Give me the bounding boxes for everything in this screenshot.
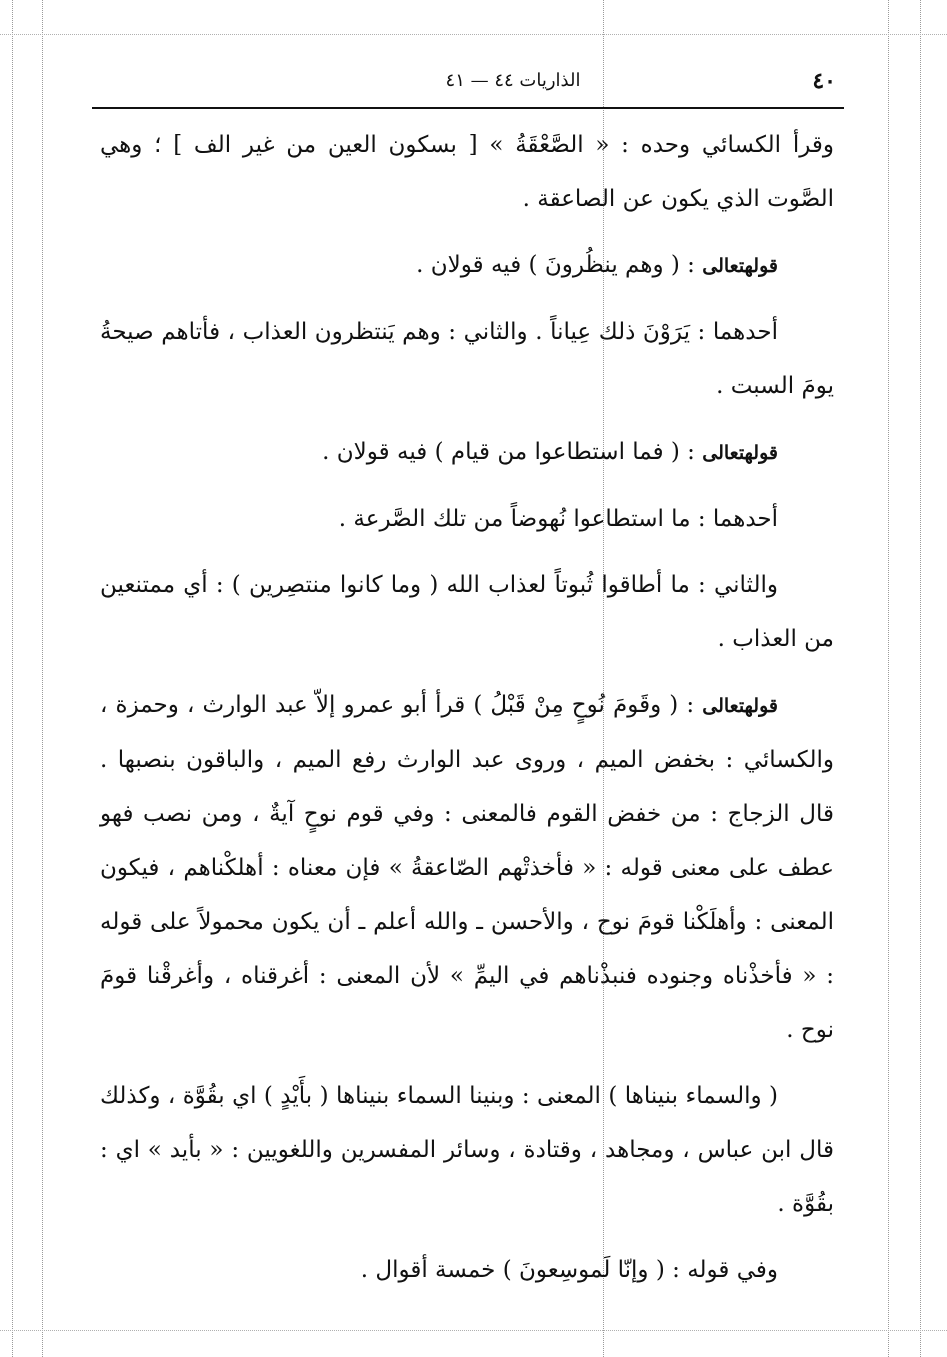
paragraph-text: أحدهما : ما استطاعوا نُهوضاً من تلك الصَّرعة . (338, 506, 778, 532)
paragraph (100, 1243, 834, 1297)
scan-guide-line (0, 1330, 947, 1331)
verse-label: قولهتعالى (702, 255, 778, 277)
page-number: ٤٠ (812, 68, 836, 94)
paragraph-text: والثاني : ما أطاقوا ثُبوتاً لعذاب الله ( وما كانوا منتصِرين ) : أي ممتنعين من العذاب . (100, 572, 834, 652)
header-rule (92, 107, 844, 109)
paragraph-text: : ( فما استطاعوا من قيام ) فيه قولان . (322, 439, 695, 465)
verse-label: قولهتعالى (702, 442, 778, 464)
page-body (100, 118, 834, 1309)
scan-guide-line (12, 0, 13, 1357)
paragraph (100, 558, 834, 666)
paragraph-text: وقرأ الكسائي وحده : « الصَّعْقَةُ » [ بسكون العين من غير الف ] ؛ وهي الصَّوت الذي يكون عن الصاعقة . (100, 132, 834, 212)
paragraph (100, 238, 834, 293)
paragraph (100, 1069, 834, 1231)
paragraph (100, 425, 834, 480)
paragraph (100, 678, 834, 1057)
scan-guide-line (0, 34, 947, 35)
verse-label: قولهتعالى (702, 695, 778, 717)
page-header (110, 68, 836, 98)
paragraph (100, 492, 834, 546)
scan-guide-line (920, 0, 921, 1357)
paragraph-text: : ( وقَومَ نُوحٍ مِنْ قَبْلُ ) قرأ أبو عمرو إلاّ عبد الوارث ، وحمزة ، والكسائي : بخفض الميم ، وروى عبد الوارث رفع الميم ، والباقون بنصبها . قال الزجاج : من خفض القوم فالمعنى : وفي قوم نوحٍ آيةٌ ، ومن نصب فهو عطف على معنى قوله : « فأخذتْهم الصّاعقةُ » فإن معناه : أهلكْناهم ، فيكون المعنى : وأهلَكْنا قومَ نوح ، والأحسن ـ والله أعلم ـ أن يكون محمولاً على قوله : « فأخذْناه وجنوده فنبذْناهم في اليمِّ » لأن المعنى : أغرقناه ، وأغرقْنا قومَ نوح . (100, 692, 834, 1043)
paragraph (100, 305, 834, 413)
paragraph (100, 118, 834, 226)
running-title: الذاريات ٤٤ — ٤١ (445, 70, 581, 91)
paragraph-text: ( والسماء بنيناها ) المعنى : وبنينا السماء بنيناها ( بأَيْدٍ ) اي بقُوَّة ، وكذلك قال ابن عباس ، ومجاهد ، وقتادة ، وسائر المفسرين واللغويين : « بأيد » اي : بقُوَّة . (100, 1083, 834, 1217)
paragraph-text: أحدهما : يَرَوْنَ ذلك عِياناً . والثاني : وهم يَنتظرون العذاب ، فأتاهم صيحةُ يومَ السبت . (100, 319, 834, 399)
scan-guide-line (42, 0, 43, 1357)
paragraph-text: : ( وهم ينظُرونَ ) فيه قولان . (416, 252, 695, 278)
scan-guide-line (888, 0, 889, 1357)
paragraph-text: وفي قوله : ( وإنّا لَموسِعونَ ) خمسة أقوال . (360, 1257, 778, 1283)
